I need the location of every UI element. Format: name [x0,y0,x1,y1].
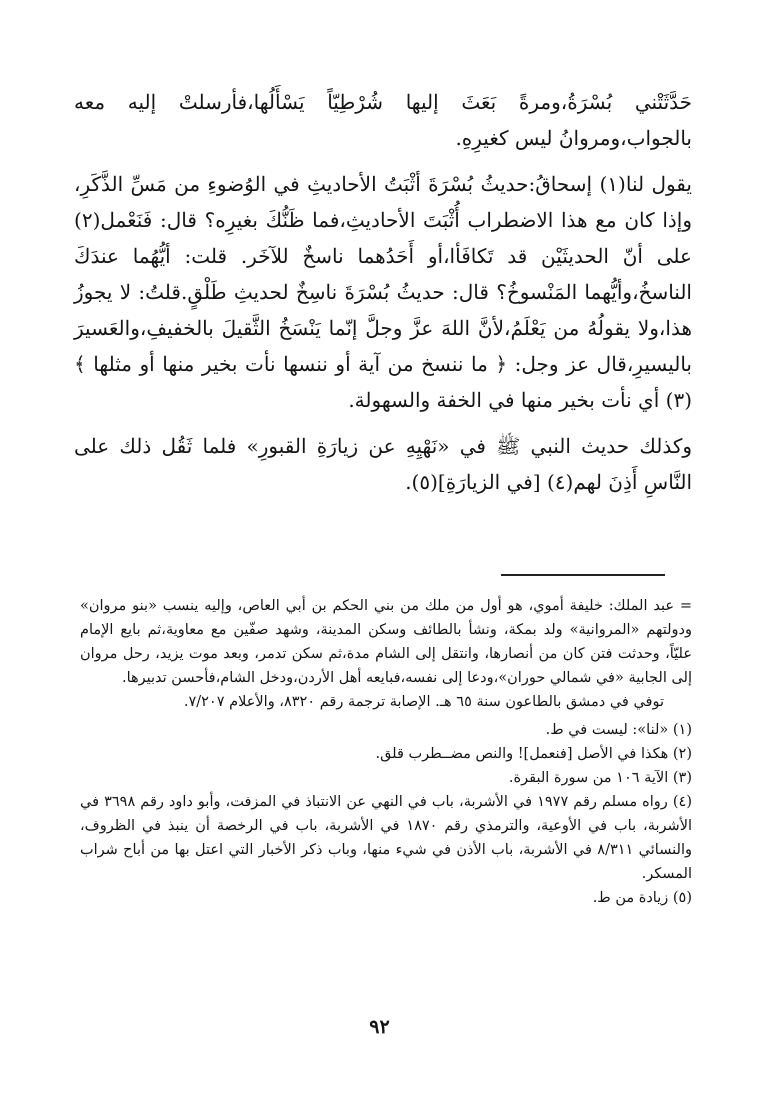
continued-note-source: توفي في دمشق بالطاعون سنة ٦٥ هـ. الإصابة ترجمة رقم ٨٣٢٠، والأعلام ٧/٢٠٧. [183,694,664,710]
continued-note [80,594,692,714]
paragraph-3: وكذلك حديث النبي ﷺ في «نَهْيِهِ عن زيارَةِ القبورِ» فلما ثَقُل ذلك على النَّاسِ أَذِنَ لهم(٤) [في الزيارَةِ](٥). [74,434,692,494]
paragraph-1: حَدَّثَتْني بُسْرَةُ،ومرةً بَعَثَ إليها شُرْطِيّاً يَسْأَلُها،فأرسلتْ إليه معه بالجواب،ومروانُ ليس كغيرِهِ. [74,90,692,150]
footnote-separator [501,574,665,576]
footnote-1: (١) «لنا»: ليست في ط. [545,722,692,738]
continued-note-text: = عبد الملك: خليفة أموي، هو أول من ملك من بني الحكم بن أبي العاص، وإليه ينسب «بنو مروان» ودولتهم «المروانية» ولد بمكة، ونشأ بالطائف وسكن المدينة، وشهد صفّين مع معاوية،ثم بايع الإمام عليّاً، وحدثت فتن كان من أنصارها، وانتقل إلى الشام مدة،ثم سكن تدمر، وبعد موت يزيد، رحل مروان إلى الجابية «في شمالي حوران»،ودعا إلى نفسه،فبايعه أهل الأردن،ودخل الشام،فأحسن تدبيرها. [80,598,692,686]
footnote-3: (٣) الآية ١٠٦ من سورة البقرة. [508,770,692,786]
paragraph-2: يقول لنا(١) إسحاقُ:حديثُ بُسْرَةَ أثْبَتُ الأحاديثِ في الوُضوءِ من مَسِّ الذَّكَرِ، وإذا كان مع هذا الاضطراب أُثْبَتَ الأحاديثِ،فما ظَنُّكَ بغيرِه؟ قال: فَنَعْمل(٢) على أنّ الحديثَيْن قد تَكافَأا،أو أَحَدُهما ناسخٌ للآخَر. قلت: أيُّهُما عندَكَ الناسخُ،وأيُّهما المَنْسوخُ؟ قال: حديثُ بُسْرَةَ ناسِخٌ لحديثِ طَلْقٍ.قلتُ: لا يجوزُ هذا،ولا يقولُهُ من يَعْلَمُ،لأنَّ اللهَ عزَّ وجلَّ إنّما يَنْسَخُ الثَّقيلَ بالخفيفِ،والعَسيرَ باليسيرِ،قال عز وجل: ﴿ ما ننسخ من آية أو ننسها نأت بخير منها أو مثلها ﴾(٣) أي نأت بخير منها في الخفة والسهولة. [74,172,692,412]
footnote-5: (٥) زيادة من ط. [592,890,692,906]
footnotes-section [80,594,692,910]
footnote-4: (٤) رواه مسلم رقم ١٩٧٧ في الأشربة، باب في النهي عن الانتباذ في المزفت، وأبو داود رقم ٣٦٩٨ في الأشربة، باب في الأوعية، والترمذي رقم ١٨٧٠ في الأشربة، باب في الرخصة أن ينبذ في الظروف، والنسائي ٨/٣١١ في الأشربة، باب الأذن في شيء منها، وباب ذكر الأخبار التي اعتل بها من أباح شراب المسكر. [80,794,692,882]
page-number: ٩٢ [369,1016,390,1038]
main-text [74,84,692,500]
footnote-2: (٢) هكذا في الأصل [فنعمل]! والنص مضــطرب قلق. [375,746,692,762]
